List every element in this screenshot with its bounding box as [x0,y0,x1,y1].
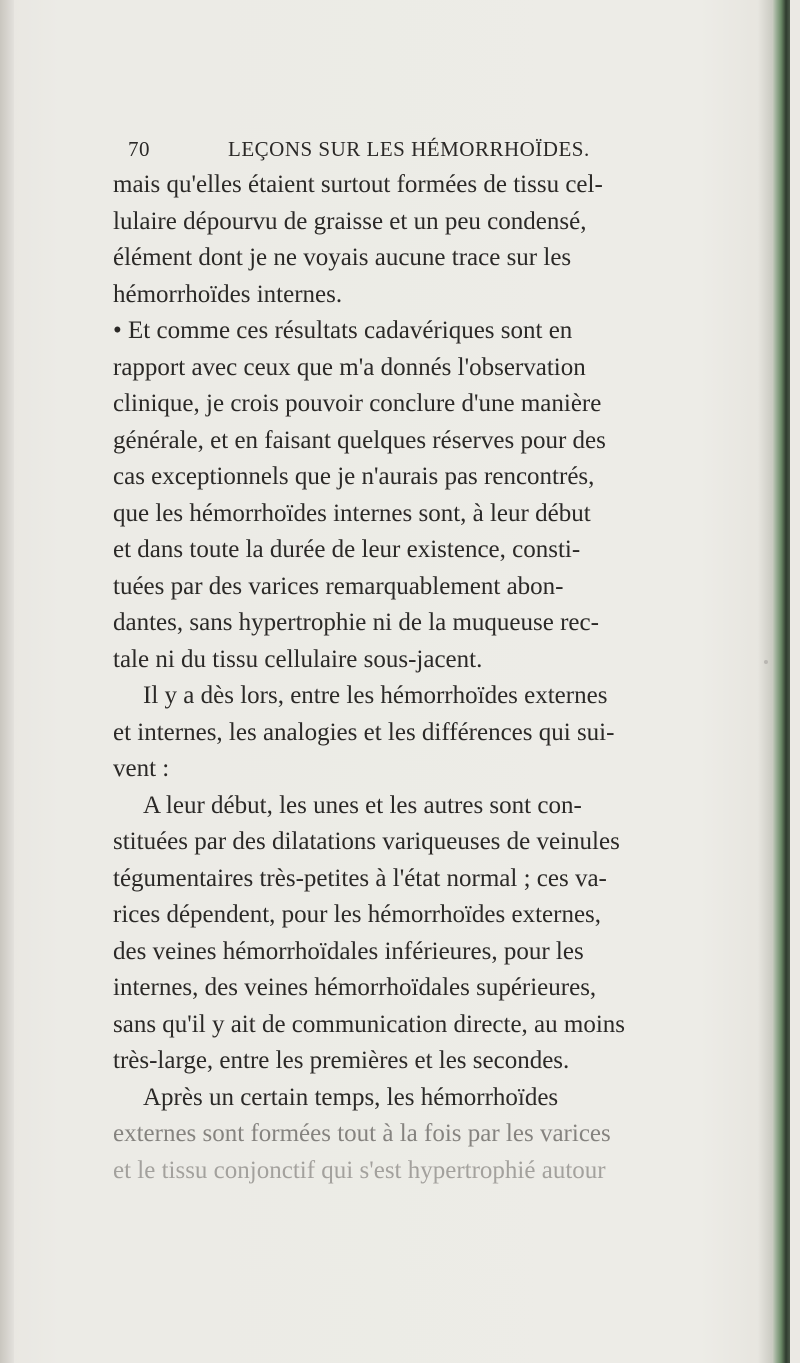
text-line: et dans toute la durée de leur existence, consti- [113,536,581,563]
text-line: tuées par des varices remarquablement abon- [113,572,564,600]
text-line: rices dépendent, pour les hémorrhoïdes externes, [113,901,602,928]
text-line: tale ni du tissu cellulaire sous-jacent. [113,645,483,673]
text-line: vent : [113,755,170,782]
text-line: rapport avec ceux que m'a donnés l'observation [113,353,586,381]
text-line: internes, des veines hémorrhoïdales supérieures, [113,974,597,1001]
text-line: A leur début, les unes et les autres sont con- [143,791,582,819]
text-line: stituées par des dilatations variqueuses de veinules [113,828,620,855]
page-number: 70 [128,137,150,161]
book-spine-edge [772,0,790,1363]
text-line: et internes, les analogies et les différences qui sui- [113,718,615,746]
body-text [113,167,743,1189]
text-line: que les hémorrhoïdes internes sont, à leur début [113,499,591,527]
text-line: externes sont formées tout à la fois par les varices [113,1120,611,1147]
text-line: mais qu'elles étaient surtout formées de tissu cel- [113,171,603,198]
text-line: très-large, entre les premières et les secondes. [113,1047,570,1074]
text-line: • Et comme ces résultats cadavériques sont en [113,317,573,344]
text-line: des veines hémorrhoïdales inférieures, pour les [113,937,584,965]
text-line: clinique, je crois pouvoir conclure d'une manière [113,390,602,417]
paper-speck [764,660,768,664]
text-line: hémorrhoïdes internes. [113,280,343,308]
text-line: tégumentaires très-petites à l'état normal ; ces va- [113,864,607,892]
text-line: lulaire dépourvu de graisse et un peu condensé, [113,207,587,235]
text-line: sans qu'il y ait de communication directe, au moins [113,1010,626,1038]
text-line: cas exceptionnels que je n'aurais pas rencontrés, [113,463,595,490]
page-edge-shadow [758,0,772,1363]
text-line: dantes, sans hypertrophie ni de la muqueuse rec- [113,609,599,636]
text-line: Après un certain temps, les hémorrhoïdes [143,1083,559,1111]
running-header [128,137,688,167]
text-line: générale, et en faisant quelques réserves pour des [113,426,606,454]
text-line: Il y a dès lors, entre les hémorrhoïdes externes [143,682,608,709]
page-gutter-left [0,0,14,1363]
running-title: LEÇONS SUR LES HÉMORRHOÏDES. [228,137,590,161]
text-line: et le tissu conjonctif qui s'est hypertrophié autour [113,1156,606,1184]
text-line: élément dont je ne voyais aucune trace sur les [113,244,572,271]
